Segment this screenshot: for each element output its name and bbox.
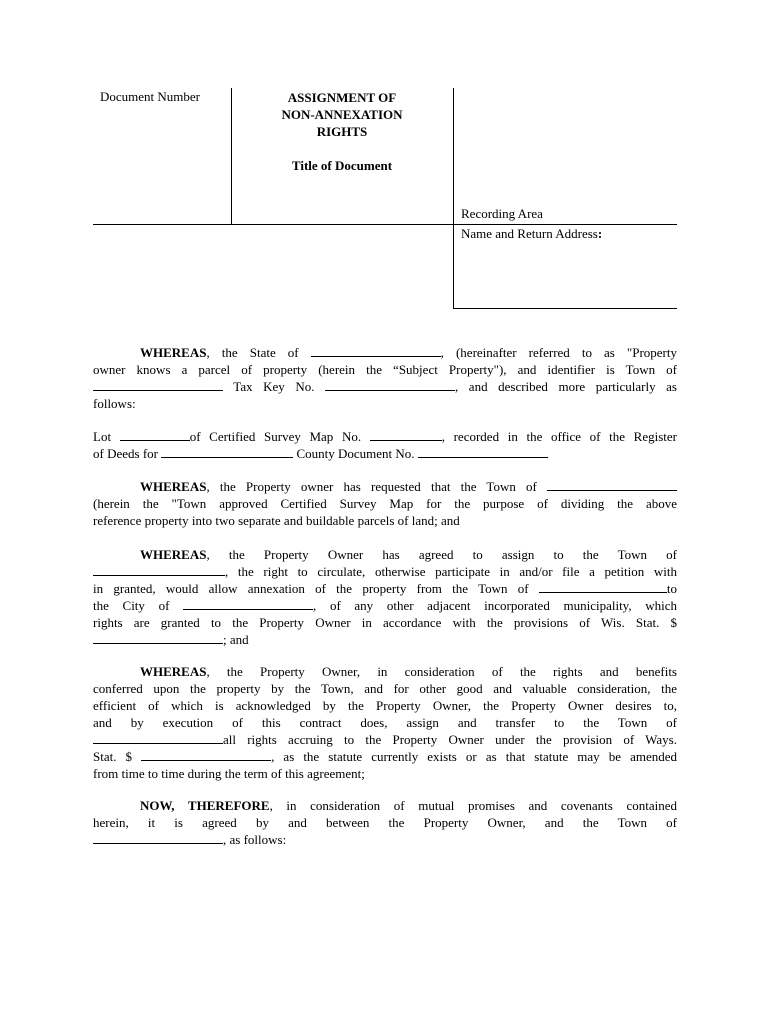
requesting-town-blank[interactable] [547,478,677,491]
assign-town-blank[interactable] [93,563,225,576]
lot-description-paragraph: Lot of Certified Survey Map No. , recorded in the office of the Register of Deeds for County Document No. [93,429,677,461]
wis-stat-blank[interactable] [93,631,223,644]
town-blank[interactable] [93,378,223,391]
deeds-county-blank[interactable] [161,445,293,458]
transfer-town-blank[interactable] [93,731,223,744]
state-blank[interactable] [311,344,441,357]
title-line-3: RIGHTS [316,124,368,139]
title-line-1: ASSIGNMENT OF [287,90,397,105]
city-blank[interactable] [183,597,313,610]
tax-key-blank[interactable] [325,378,455,391]
document-number-label: Document Number [100,89,201,104]
csm-number-blank[interactable] [370,428,442,441]
whereas-paragraph-1: WHEREAS, the State of , (hereinafter referred to as "Property owner knows a parcel of property (herein the “Subject Property"), and identifier is Town of Tax Key No. , and described more particularly as follows: [93,345,677,411]
header-divider-right [453,88,454,309]
statute-blank[interactable] [141,748,271,761]
title-line-2: NON-ANNEXATION [281,107,403,122]
annex-town-blank[interactable] [539,580,667,593]
header-bottom-rule [93,224,677,225]
whereas-paragraph-4: WHEREAS, the Property Owner, in consideration of the rights and benefits conferred upon the property by the Town, and for other good and valuable consideration, the efficient of which is acknowledged by the Property Owner, the Property Owner desires to, and by execution of this contract does, assign and transfer to the Town of all rights accruing to the Property Owner under the provision of Ways. Stat. $ , as the statute currently exists or as that statute may be amended from time to time during the term of this agreement; [93,664,677,781]
recording-area-bottom-rule [453,308,677,309]
document-title [232,89,452,174]
whereas-paragraph-2: WHEREAS, the Property owner has requested that the Town of (herein the "Town approved Certified Survey Map for the purpose of dividing the above reference property into two separate and buildable parcels of land; and [93,479,677,528]
agreement-town-blank[interactable] [93,831,223,844]
now-therefore-paragraph: NOW, THEREFORE, in consideration of mutual promises and covenants contained herein, it is agreed by and between the Property Owner, and the Town of , as follows: [93,798,677,847]
recording-area-label: Recording Area [461,206,543,221]
name-return-address-label: Name and Return Address: [461,226,603,241]
lot-blank[interactable] [120,428,190,441]
whereas-paragraph-3: WHEREAS, the Property Owner has agreed to assign to the Town of , the right to circulate, otherwise participate in and/or file a petition with in granted, would allow annexation of the property from the Town of to the City of , of any other adjacent incorporated municipality, which rights are granted to the Property Owner in accordance with the provisions of Wis. Stat. $ ; and [93,547,677,647]
county-document-blank[interactable] [418,445,548,458]
title-of-document-label: Title of Document [291,158,393,173]
